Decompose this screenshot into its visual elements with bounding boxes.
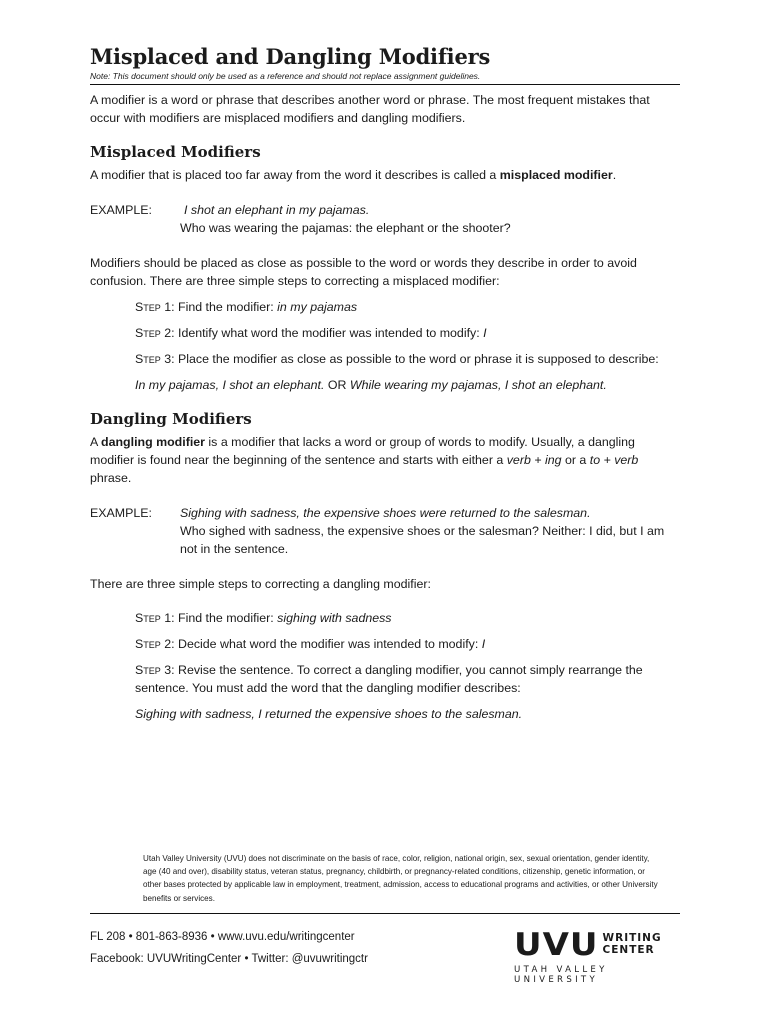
- dangling-heading: Dangling Modifiers: [90, 410, 252, 429]
- dangling-definition: A dangling modifier is a modifier that lacks a word or group of words to modify. Usually, a dangling modifier is found near the beginning of the sentence and starts with either a verb + ing or a to + verb phrase.: [90, 435, 639, 486]
- contact-line-1: FL 208 • 801-863-8936 • www.uvu.edu/writingcenter: [90, 931, 355, 943]
- page-title: Misplaced and Dangling Modifiers: [90, 44, 491, 69]
- intro-paragraph: A modifier is a word or phrase that describes another word or phrase. The most frequent mistakes that occur with modifiers are misplaced modifiers and dangling modifiers.: [90, 93, 650, 126]
- usage-note: Note: This document should only be used as a reference and should not replace assignment guidelines.: [90, 71, 481, 82]
- example-label: EXAMPLE:: [90, 203, 152, 218]
- footer-contact: [90, 926, 368, 970]
- dangling-example: [90, 504, 680, 558]
- logo-sub-writing: WRITING: [602, 932, 662, 944]
- title-divider: [90, 84, 680, 85]
- dangling-step-1: Step 1: Find the modifier: sighing with sadness: [135, 611, 392, 626]
- dangling-step-3: Step 3: Revise the sentence. To correct a dangling modifier, you cannot simply rearrange the sentence. You must add the word that the dangling modifier describes:: [135, 663, 643, 696]
- footer-divider: [90, 913, 680, 914]
- dangling-steps-intro: There are three simple steps to correcting a dangling modifier:: [90, 577, 431, 592]
- example-sentence: I shot an elephant in my pajamas.: [184, 203, 370, 218]
- logo-university: UTAH VALLEY UNIVERSITY: [514, 965, 608, 985]
- misplaced-definition: A modifier that is placed too far away from the word it describes is called a misplaced modifier.: [90, 168, 617, 183]
- example-question: Who sighed with sadness, the expensive shoes or the salesman? Neither: I did, but I am not in the sentence.: [180, 524, 665, 557]
- example-sentence: Sighing with sadness, the expensive shoes were returned to the salesman.: [180, 506, 591, 521]
- example-label: EXAMPLE:: [90, 506, 152, 521]
- misplaced-steps-intro: Modifiers should be placed as close as possible to the word or words they describe in order to avoid confusion. There are three simple steps to correcting a misplaced modifier:: [90, 256, 637, 289]
- logo-wordmark: UVU: [514, 926, 599, 964]
- misplaced-correction: In my pajamas, I shot an elephant. OR While wearing my pajamas, I shot an elephant.: [135, 378, 607, 393]
- dangling-step-2: Step 2: Decide what word the modifier was intended to modify: I: [135, 637, 486, 652]
- misplaced-example: [90, 201, 680, 237]
- document-body: [90, 44, 680, 723]
- example-question: Who was wearing the pajamas: the elephant or the shooter?: [180, 221, 511, 236]
- misplaced-heading: Misplaced Modifiers: [90, 143, 261, 162]
- misplaced-step-3: Step 3: Place the modifier as close as possible to the word or phrase it is supposed to describe:: [135, 352, 659, 367]
- uvu-writing-center-logo: [514, 928, 682, 985]
- logo-sub-center: CENTER: [602, 944, 655, 956]
- dangling-correction: Sighing with sadness, I returned the expensive shoes to the salesman.: [135, 707, 523, 722]
- misplaced-step-2: Step 2: Identify what word the modifier was intended to modify: I: [135, 326, 487, 341]
- misplaced-step-1: Step 1: Find the modifier: in my pajamas: [135, 300, 358, 315]
- contact-line-2: Facebook: UVUWritingCenter • Twitter: @uvuwritingctr: [90, 953, 368, 965]
- nondiscrimination-statement: Utah Valley University (UVU) does not discriminate on the basis of race, color, religion, national origin, sex, sexual orientation, gender identity, age (40 and over), disability status, veteran status, pregnancy, childbirth, or pregnancy-related conditions, citizenship, genetic information, or other bases protected by applicable law in employment, treatment, admission, access to educational programs and activities, or other University benefits or services.: [143, 854, 658, 903]
